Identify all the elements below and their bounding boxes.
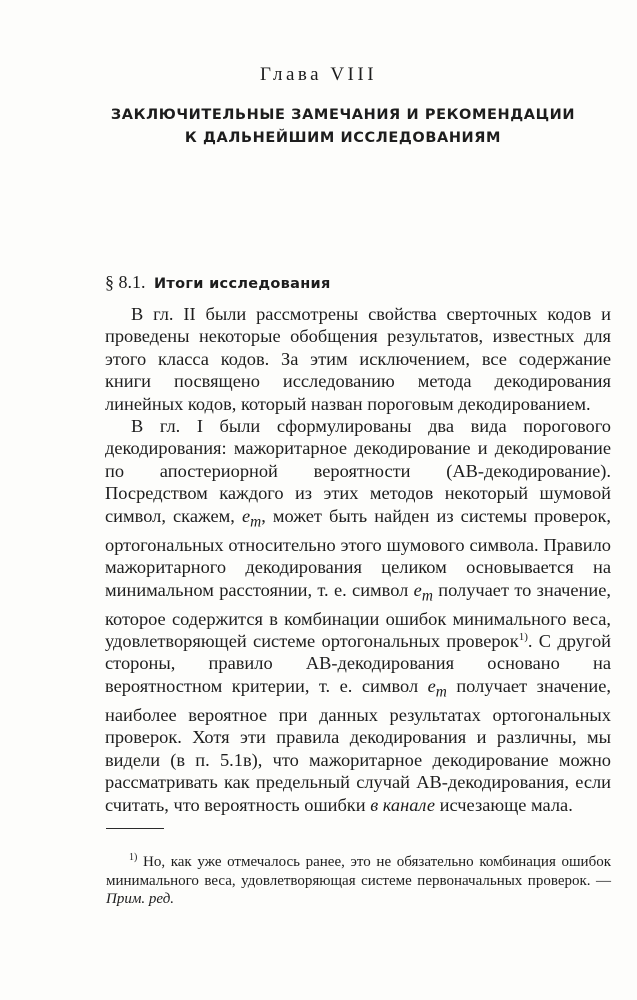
chapter-title-line-2: К ДАЛЬНЕЙШИМ ИССЛЕДОВАНИЯМ (184, 130, 502, 146)
symbol-base: e (241, 505, 251, 526)
footnote-divider (106, 828, 164, 829)
section-title: Итоги исследования (154, 276, 331, 292)
paragraph-2 (105, 415, 611, 816)
symbol-subscript: m (421, 587, 433, 605)
paragraph-2-part-c: получает то значение, которое содержится в комбинации ошибок минимального веса, удовлетворяющей системе ортогональных проверок (105, 579, 611, 652)
paragraph-1: В гл. II были рассмотрены свойства сверточных кодов и проведены некоторые обобщения результатов, известных для этого класса кодов. За этим исключением, все содержание книги посвящено исследованию метода декодирования линейных кодов, который назван пороговым декодированием. (105, 304, 611, 414)
footnote-reference[interactable]: 1) (518, 630, 528, 643)
paragraph-2-part-f: исчезающе мала. (435, 794, 573, 815)
section-number: § 8.1. (105, 272, 146, 292)
symbol-subscript: m (250, 513, 262, 531)
body-text (105, 303, 611, 816)
chapter-label: Глава VIII (259, 64, 378, 85)
emphasis-in-channel: в канале (370, 794, 436, 815)
chapter-title (60, 104, 626, 150)
footnote-marker: 1) (129, 852, 138, 863)
footnote (106, 853, 611, 909)
footnote-paragraph (106, 853, 611, 909)
paragraph-2-part-b: , может быть найден из системы проверок, ортогональных относительно этого шумового символа. Правило мажоритарного декодирования целиком основывается на минимальном расстоянии, т. е. символ (105, 505, 611, 600)
paragraph-2-part-a: В гл. I были сформулированы два вида порогового декодирования: мажоритарное декодирование и декодирование по апостериорной вероятности (АВ-декодирование). Посредством каждого из этих методов некоторый шумовой символ, скажем, (105, 416, 611, 526)
footnote-text: Но, как уже отмечалось ранее, это не обязательно комбинация ошибок минимального веса, удовлетворяющая системе первоначальных проверок. — (106, 854, 611, 889)
paragraph-2-part-d: . С другой стороны, правило АВ-декодирования основано на вероятностном критерии, т. е. символ (105, 631, 611, 696)
paragraph-2-part-e: получает значение, наиболее вероятное при данных результатах ортогональных проверок. Хотя эти правила декодирования и различны, мы видели (в п. 5.1в), что мажоритарное декодирование можно рассматривать как предельный случай АВ-декодирования, если считать, что вероятность ошибки (105, 675, 611, 815)
symbol-subscript: m (435, 683, 447, 701)
symbol-e-m (427, 675, 447, 701)
symbol-base: e (413, 579, 422, 600)
symbol-base: e (427, 675, 436, 696)
chapter-title-line-1: ЗАКЛЮЧИТЕЛЬНЫЕ ЗАМЕЧАНИЯ И РЕКОМЕНДАЦИИ (110, 107, 576, 123)
symbol-e-m (241, 505, 262, 531)
symbol-e-m (413, 579, 433, 605)
section-heading (105, 272, 331, 293)
editor-note: Прим. ред. (106, 891, 175, 908)
